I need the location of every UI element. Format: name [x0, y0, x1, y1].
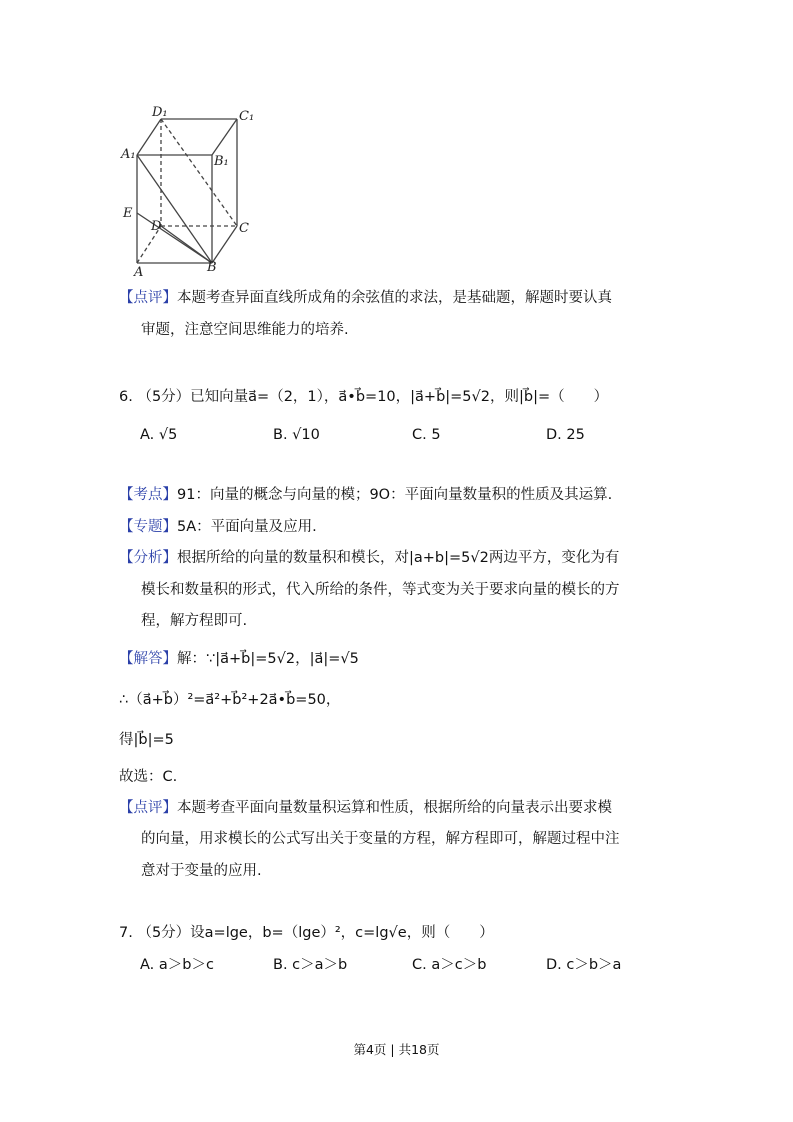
- label-D1: D₁: [152, 105, 168, 120]
- label-A: A: [134, 265, 144, 280]
- q6-zhuanti: [119, 517, 317, 537]
- q6-option-b: B. √10: [273, 427, 320, 443]
- q7-option-b: B. c＞a＞b: [273, 957, 348, 973]
- zhuanti-text: 5A：平面向量及应用.: [177, 519, 317, 535]
- label-E: E: [123, 206, 133, 221]
- q7-stem: 7. （5分）设a=lge，b=（lge）²，c=lg√e，则（ ）: [119, 925, 494, 941]
- zhuanti-tag: 【专题】: [119, 519, 177, 535]
- label-D: D: [151, 219, 162, 234]
- label-C1: C₁: [239, 109, 255, 124]
- prism-figure: [0, 0, 793, 290]
- q6-option-a: A. √5: [140, 427, 178, 443]
- kaodian-text: 91：向量的概念与向量的模；9O：平面向量数量积的性质及其运算.: [177, 487, 613, 503]
- fenxi-line: 模长和数量积的形式，代入所给的条件，等式变为关于要求向量的模长的方: [141, 582, 620, 598]
- q6-option-d: D. 25: [546, 427, 585, 443]
- kaodian-tag: 【考点】: [119, 487, 177, 503]
- q6-fenxi: [119, 548, 619, 568]
- comment-tag: 【点评】: [119, 290, 177, 306]
- label-B1: B₁: [214, 154, 229, 169]
- q6-jieda: [119, 649, 359, 669]
- q5-comment: [119, 288, 612, 308]
- fenxi-text: 根据所给的向量的数量积和模长，对|a+b|=5√2两边平方，变化为有: [177, 550, 620, 566]
- fenxi-tag: 【分析】: [119, 550, 177, 566]
- q7-option-a: A. a＞b＞c: [140, 957, 214, 973]
- label-C: C: [239, 221, 249, 236]
- q7-option-d: D. c＞b＞a: [546, 957, 622, 973]
- q6-kaodian: [119, 485, 612, 505]
- fenxi-line: 程，解方程即可.: [141, 613, 248, 629]
- q7-option-c: C. a＞c＞b: [412, 957, 487, 973]
- q5-comment-line: 审题，注意空间思维能力的培养.: [141, 322, 349, 338]
- dianping-line: 的向量，用求模长的公式写出关于变量的方程，解方程即可，解题过程中注: [141, 831, 620, 847]
- q6-stem: 6. （5分）已知向量a⃗=（2，1），a⃗•b⃗=10，|a⃗+b⃗|=5√2，则|b⃗|=（ ）: [119, 389, 609, 405]
- q6-option-c: C. 5: [412, 427, 441, 443]
- label-A1: A₁: [121, 147, 136, 162]
- page-footer: 第4页 | 共18页: [353, 1042, 440, 1057]
- jieda-line: 得|b⃗|=5: [119, 732, 174, 748]
- q6-dianping: [119, 798, 612, 818]
- label-B: B: [207, 260, 217, 275]
- jieda-tag: 【解答】: [119, 651, 177, 667]
- dianping-tag: 【点评】: [119, 800, 177, 816]
- comment-text: 本题考查异面直线所成角的余弦值的求法，是基础题，解题时要认真: [177, 290, 612, 306]
- jieda-answer: 故选：C.: [119, 769, 178, 785]
- jieda-text: 解：∵|a⃗+b⃗|=5√2，|a⃗|=√5: [177, 651, 359, 667]
- dianping-text: 本题考查平面向量数量积运算和性质，根据所给的向量表示出要求模: [177, 800, 612, 816]
- dianping-line: 意对于变量的应用.: [141, 863, 262, 879]
- jieda-line: ∴（a⃗+b⃗）²=a⃗²+b⃗²+2a⃗•b⃗=50，: [119, 692, 341, 708]
